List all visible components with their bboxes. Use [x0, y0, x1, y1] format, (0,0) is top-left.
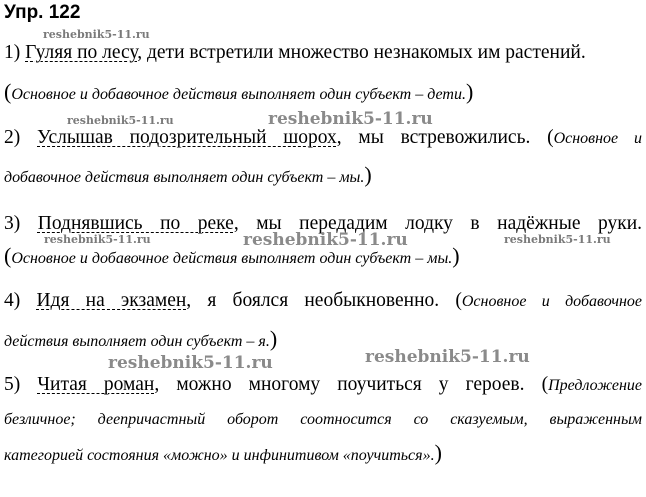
watermark: reshebnik5-11.ru — [243, 230, 408, 250]
watermark: reshebnik5-11.ru — [108, 353, 273, 373]
item-3-participle: Поднявшись по реке — [37, 213, 234, 234]
item-1-note-close: ) — [465, 79, 474, 104]
item-3-rest: , мы передадим лодку в надёжные руки. — [233, 213, 643, 234]
item-4-note-a: Основное и добавочное — [461, 293, 642, 310]
item-2-note-close: ) — [364, 162, 372, 187]
item-3-note: Основное и добавочное действия выполняет один субъект – мы. — [11, 250, 453, 267]
item-1-number: 1) — [4, 42, 21, 63]
item-4-sentence — [4, 288, 642, 315]
item-5-note-line-3 — [4, 440, 642, 469]
item-5-note-line-2 — [4, 406, 642, 433]
item-2-note-a: Основное и — [553, 130, 643, 147]
exercise-title: Упр. 122 — [4, 2, 81, 23]
item-4-note-close: ) — [269, 326, 278, 351]
item-2-number: 2) — [4, 127, 21, 148]
item-5-number: 5) — [4, 374, 21, 395]
item-2-sentence — [4, 125, 642, 152]
item-5-note-close: ) — [434, 440, 442, 465]
item-5-note-b: безличное; деепричастный оборот соотносится со сказуемым, выраженным — [4, 411, 642, 428]
watermark: reshebnik5-11.ru — [43, 28, 150, 41]
item-4-number: 4) — [4, 290, 21, 311]
item-3-number: 3) — [4, 213, 21, 234]
item-2-note-line — [4, 162, 642, 191]
item-5-note-a: Предложение — [548, 377, 643, 394]
item-1-note-line — [4, 79, 642, 108]
item-1-note: Основное и добавочное действия выполняет один субъект – дети. — [11, 86, 466, 103]
item-5-note-c: категорией состояния «можно» и инфинитивом «поучиться». — [4, 447, 435, 464]
watermark: reshebnik5-11.ru — [504, 233, 611, 246]
item-3-note-open: ( — [4, 243, 12, 268]
item-1-participle: Гуляя по лесу — [25, 42, 138, 63]
watermark: reshebnik5-11.ru — [44, 233, 151, 246]
item-3-note-close: ) — [452, 243, 460, 268]
watermark: reshebnik5-11.ru — [365, 347, 530, 367]
watermark: reshebnik5-11.ru — [67, 114, 174, 127]
item-4-note-b: действия выполняет один субъект – я. — [4, 333, 270, 350]
item-5-sentence — [4, 372, 642, 399]
item-4-rest: , я боялся необыкновенно. ( — [186, 290, 462, 311]
item-5-rest: , можно многому поучиться у героев. ( — [154, 374, 549, 395]
item-1-note-open: ( — [4, 79, 12, 104]
item-4-participle: Идя на экзамен — [36, 290, 187, 311]
watermark: reshebnik5-11.ru — [268, 109, 433, 129]
item-1-sentence — [4, 40, 642, 66]
item-4-note-line — [4, 326, 642, 355]
item-1-rest: , дети встретили множество незнакомых им растений. — [137, 42, 586, 63]
item-2-rest: , мы встревожились. ( — [336, 127, 554, 148]
item-2-participle: Услышав подозрительный шорох — [37, 127, 337, 148]
item-2-note-b: добавочное действия выполняет один субъект – мы. — [4, 169, 365, 186]
item-5-participle: Читая роман — [37, 374, 155, 395]
